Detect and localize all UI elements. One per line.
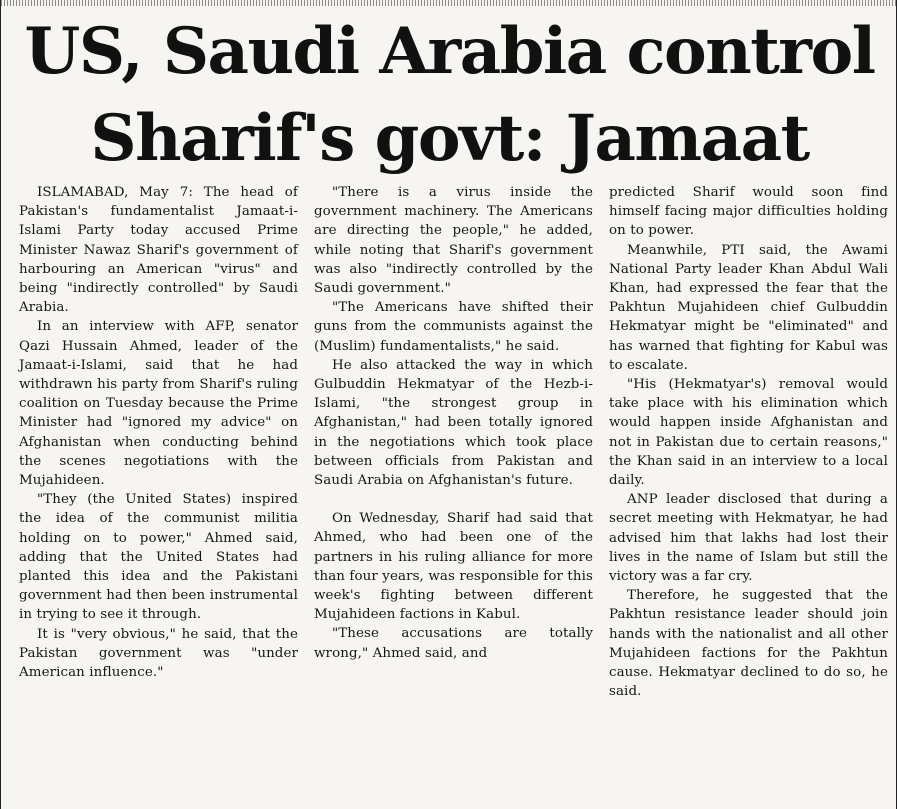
- article-column-3: [609, 183, 888, 803]
- paragraph: On Wednesday, Sharif had said that Ahmed, who had been one of the partners in his ruling alliance for more than four years, was responsible for this week's fighting between different Mujahideen factions in Kabul.: [314, 511, 593, 623]
- paragraph: "These accusations are totally wrong," Ahmed said, and: [314, 626, 593, 661]
- paragraph: predicted Sharif would soon find himself facing major difficulties holding on to power.: [609, 185, 888, 239]
- headline: [1, 8, 897, 182]
- paragraph: In an interview with AFP, senator Qazi Hussain Ahmed, leader of the Jamaat-i-Islami, said that he had withdrawn his party from Sharif's ruling coalition on Tuesday because the Prime Minister had "ignored my advice" on Afghanistan when conducting behind the scenes negotiations with the Mujahideen.: [19, 319, 298, 489]
- paragraph: He also attacked the way in which Gulbuddin Hekmatyar of the Hezb-i-Islami, "the strongest group in Afghanistan," had been totally ignored in the negotiations which took place between officials from Pakistan and Saudi Arabia on Afghanistan's future.: [314, 357, 593, 489]
- headline-line-1: US, Saudi Arabia control: [24, 14, 875, 89]
- paragraph: ISLAMABAD, May 7: The head of Pakistan's fundamentalist Jamaat-i-Islami Party today accused Prime Minister Nawaz Sharif's government of harbouring an American "virus" and being "indirectly controlled" by Saudi Arabia.: [19, 185, 298, 316]
- paragraph: "The Americans have shifted their guns from the communists against the (Muslim) fundamentalists," he said.: [314, 300, 593, 354]
- torn-top-edge: [1, 0, 897, 6]
- paragraph: Meanwhile, PTI said, the Awami National Party leader Khan Abdul Wali Khan, had expressed the fear that the Pakhtun Mujahideen chief Gulbuddin Hekmatyar might be "eliminated" and has warned that fighting for Kabul was to escalate.: [609, 242, 888, 373]
- paragraph: It is "very obvious," he said, that the Pakistan government was "under American influence.": [19, 626, 298, 681]
- paragraph: ANP leader disclosed that during a secret meeting with Hekmatyar, he had advised him that lakhs had lost their lives in the name of Islam but still the victory was a far cry.: [609, 492, 888, 585]
- paragraph: Therefore, he suggested that the Pakhtun resistance leader should join hands with the nationalist and all other Mujahideen factions for the Pakhtun cause. Hekmatyar declined to do so, he said.: [609, 588, 888, 700]
- article-body: [19, 183, 889, 803]
- paragraph: "They (the United States) inspired the idea of the communist militia holding on to power," Ahmed said, adding that the United States had planted this idea and the Pakistani government had then been instrumental in trying to see it through.: [19, 492, 298, 623]
- paragraph: "There is a virus inside the government machinery. The Americans are directing the people," he added, while noting that Sharif's government was also "indirectly controlled by the Saudi government.": [314, 185, 593, 297]
- headline-line-2: Sharif's govt: Jamaat: [90, 101, 809, 176]
- paragraph: "His (Hekmatyar's) removal would take place with his elimination which would happen inside Afghanistan and not in Pakistan due to certain reasons," the Khan said in an interview to a local daily.: [609, 377, 888, 489]
- article-column-2: [314, 183, 593, 803]
- article-column-1: [19, 183, 298, 803]
